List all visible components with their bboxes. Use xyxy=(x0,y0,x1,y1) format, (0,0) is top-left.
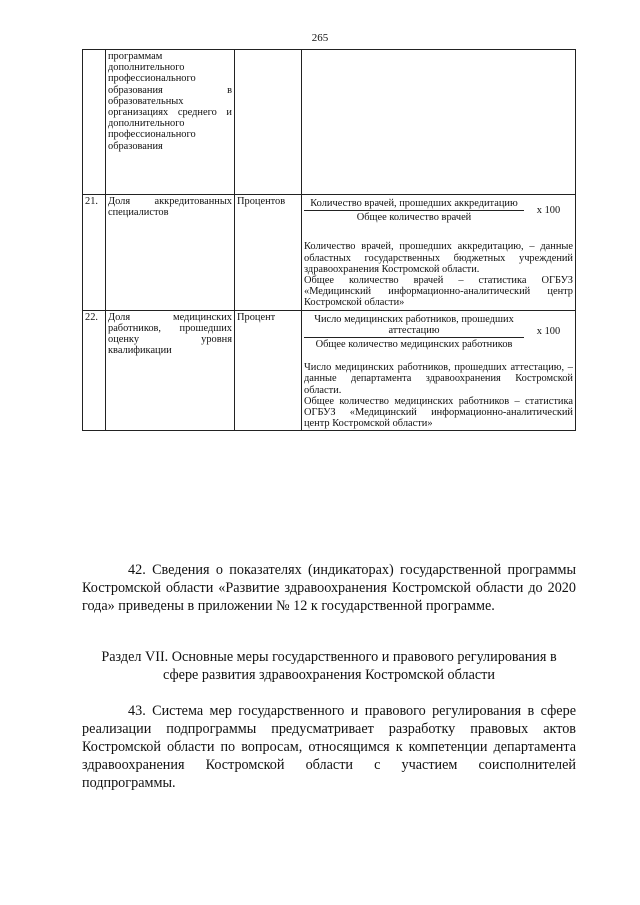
indicator-name: Доля аккредитованных специалистов xyxy=(106,195,235,311)
section-heading: Раздел VII. Основные меры государственного и правового регулирования в сфере развития здравоохранения Костромской области xyxy=(101,649,557,683)
row-number xyxy=(83,50,106,195)
table-row xyxy=(83,195,576,311)
data-sources xyxy=(304,241,573,308)
multiplier: x 100 xyxy=(536,326,561,338)
paragraph-42: 42. Сведения о показателях (индикаторах) государственной программы Костромской области «Развитие здравоохранения Костромской области до 2020 года» приведены в приложении № 12 к государственной программе. xyxy=(82,562,576,614)
unit-cell: Процент xyxy=(235,310,302,431)
numerator: Количество врачей, прошедших аккредитацию xyxy=(304,198,524,211)
denominator: Общее количество врачей xyxy=(356,212,472,224)
source-note: Общее количество медицинских работников – статистика ОГБУЗ «Медицинский информационно-аналитический центр Костромской области» xyxy=(304,395,573,430)
formula-cell xyxy=(302,50,576,195)
source-note: Общее количество врачей – статистика ОГБУЗ «Медицинский информационно-аналитический центр Костромской области» xyxy=(304,275,573,309)
numerator: Число медицинских работников, прошедших аттестацию xyxy=(304,314,524,338)
fraction xyxy=(304,314,573,351)
page-number: 265 xyxy=(311,32,329,44)
table-row xyxy=(83,310,576,431)
multiplier: x 100 xyxy=(536,205,561,217)
row-number: 21. xyxy=(83,195,106,311)
data-sources xyxy=(304,362,573,429)
formula-cell xyxy=(302,310,576,431)
fraction xyxy=(304,198,573,223)
unit-cell xyxy=(235,50,302,195)
indicators-table xyxy=(82,49,576,431)
row-number: 22. xyxy=(83,310,106,431)
formula-cell xyxy=(302,195,576,311)
unit-cell: Процентов xyxy=(235,195,302,311)
paragraph-43: 43. Система мер государственного и правового регулирования в сфере реализации подпрограммы предусматривает разработку правовых актов Костромской области по вопросам, относящимся к компетенции департамента здравоохранения Костромской области с участием соисполнителей подпрограммы. xyxy=(82,703,576,791)
table-row xyxy=(83,50,576,195)
source-note: Число медицинских работников, прошедших аттестацию, – данные департамента здравоохранения Костромской области. xyxy=(304,362,573,396)
denominator: Общее количество медицинских работников xyxy=(315,339,513,351)
source-note: Количество врачей, прошедших аккредитацию, – данные областных государственных бюджетных учреждений здравоохранения Костромской области. xyxy=(304,241,573,275)
indicator-name: Доля медицинских работников, прошедших оценку уровня квалификации xyxy=(106,310,235,431)
indicator-name: программам дополнительного профессионального образования в образовательных организациях среднего и дополнительного профессионального образования xyxy=(106,50,235,195)
